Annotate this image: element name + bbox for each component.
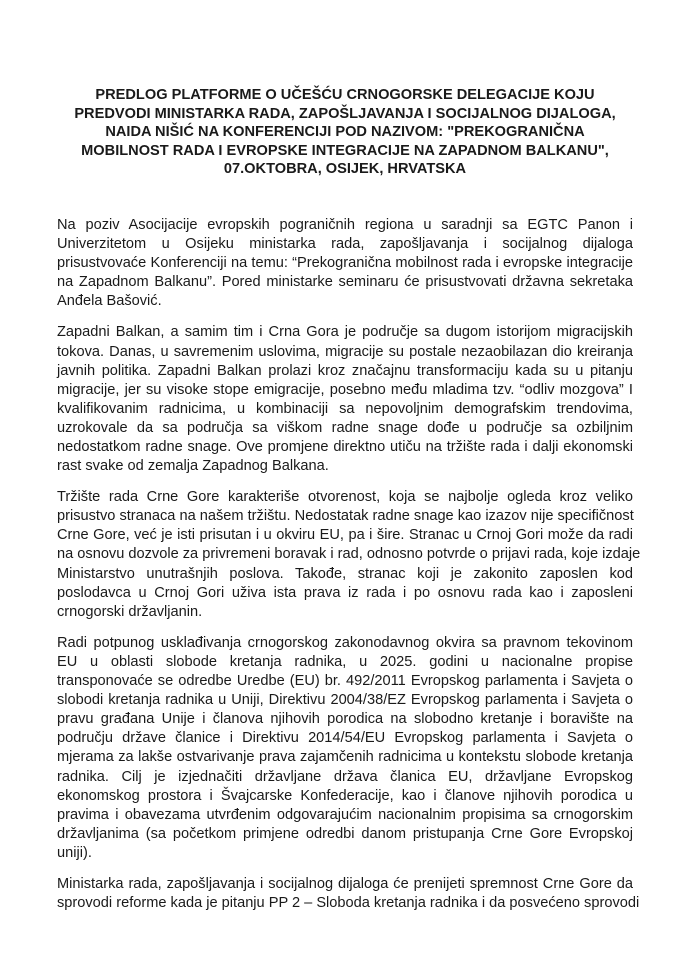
text-line: ekonomskog prostora i Švajcarske Konfederacije, kao i članove njihovih porodica u	[57, 787, 633, 804]
text-line: Tržište rada Crne Gore karakteriše otvorenost, koja se najbolje ogleda kroz veliko	[57, 489, 633, 506]
text-line: crnogorski državljanin.	[57, 603, 203, 620]
document-body	[57, 216, 641, 913]
text-line: mjerama za lakše ostvarivanje prava zajamčenih radnicima u kontekstu slobode kretanja	[57, 749, 633, 766]
text-line: Ministarstvo unutrašnjih poslova. Takođe, stranac koji je zakonito zaposlen kod	[57, 565, 633, 582]
text-line: uzrokovale da sa područja sa viškom radne snage dođe u područje sa ozbiljnim	[57, 419, 633, 436]
text-line: državljanima (sa početkom primjene odredbi danom pristupanja Crne Gore Evropskoj	[57, 825, 633, 842]
title-line: PREDVODI MINISTARKA RADA, ZAPOŠLJAVANJA I SOCIJALNOG DIJALOGA,	[74, 105, 616, 122]
paragraph-migration	[57, 323, 633, 476]
paragraph-minister-readiness	[57, 875, 640, 913]
text-line: na Zapadnom Balkanu”. Pored ministarke seminaru će prisustvovati državna sekretaka	[57, 274, 633, 291]
text-line: tokova. Danas, u savremenim uslovima, migracije su postale nezaobilazan dio kreiranja	[57, 343, 633, 360]
text-line: poslodavca u Crnoj Gori uživa ista prava iz rada i po osnovu rada kao i zaposleni	[57, 584, 633, 601]
text-line: na osnovu dozvole za privremeni boravak i rad, odnosno potvrde o prijavi rada, koje izdaje	[57, 546, 641, 563]
paragraph-invitation	[57, 216, 633, 311]
text-line: slobodi kretanja radnika u Uniji, Direktivu 2004/38/EZ Evropskog parlamenta i Savjeta o	[57, 692, 633, 709]
text-line: sprovodi reforme kada je pitanju PP 2 – Sloboda kretanja radnika i da posvećeno sprovodi	[57, 895, 640, 912]
document-title	[47, 86, 643, 179]
title-line: NAIDA NIŠIĆ NA KONFERENCIJI POD NAZIVOM: "PREKOGRANIČNA	[105, 124, 585, 141]
text-line: Anđela Bašović.	[57, 293, 162, 310]
paragraph-labour-market	[57, 488, 641, 622]
text-line: pravu građana Unije i članova njihovih porodica na slobodno kretanje i boravište na	[57, 711, 633, 728]
text-line: migracije, jer su visoke stope emigracije, posebno među mladima tzv. “odliv mozgova” I	[57, 381, 633, 398]
text-line: Univerzitetom u Osijeku ministarka rada, zapošljavanja i socijalnog dijaloga	[57, 236, 633, 253]
title-line: PREDLOG PLATFORME O UČEŠĆU CRNOGORSKE DELEGACIJE KOJU	[95, 87, 595, 103]
text-line: prisustvovaće Konferenciji na temu: “Prekogranična mobilnost rada i evropske integracije	[57, 255, 633, 272]
text-line: Zapadni Balkan, a samim tim i Crna Gora je područje sa dugom istorijom migracijskih	[57, 324, 633, 341]
text-line: kvalifikovanim radnicima, u kombinaciji sa nepovoljnim demografskim trendovima,	[57, 400, 633, 417]
text-line: Ministarka rada, zapošljavanja i socijalnog dijaloga će prenijeti spremnost Crne Gore da	[57, 875, 633, 892]
text-line: Crne Gore, već je isti prisutan i u okviru EU, pa i šire. Stranac u Crnoj Gori može da radi	[57, 527, 633, 544]
text-line: rast svake od zemalja Zapadnog Balkana.	[57, 458, 329, 475]
text-line: transponovaće se odredbe Uredbe (EU) br. 492/2011 Evropskog parlamenta i Savjeta o	[57, 673, 633, 690]
title-line: 07.OKTOBRA, OSIJEK, HRVATSKA	[223, 161, 467, 178]
text-line: pravima i obavezama utvrđenim odgovarajućim nacionalnim propisima sa crnogorskim	[57, 806, 633, 823]
text-line: prisustvo stranaca na našem tržištu. Nedostatak radne snage kao izazov nije specifičnost	[57, 508, 634, 525]
paragraph-eu-alignment	[57, 634, 633, 863]
text-line: Na poziv Asocijacije evropskih pograničnih regiona u saradnji sa EGTC Panon i	[57, 216, 633, 233]
text-line: javnih politika. Zapadni Balkan prolazi kroz značajnu transformaciju kada su u pitanju	[57, 362, 633, 379]
document-page	[57, 86, 641, 925]
text-line: uniji).	[57, 844, 92, 861]
text-line: području države članice i Direktivu 2014/54/EU Evropskog parlamenta i Savjeta o	[57, 730, 633, 747]
text-line: nedostatkom radne snage. Ove promjene direktno utiču na tržište rada i dalji ekonomski	[57, 439, 633, 455]
text-line: radnika. Cilj je izjednačiti državljane država članica EU, državljane Evropskog	[57, 768, 633, 785]
title-line: MOBILNOST RADA I EVROPSKE INTEGRACIJE NA ZAPADNOM BALKANU",	[81, 142, 609, 159]
text-line: EU u oblasti slobode kretanja radnika, u 2025. godini u nacionalne propise	[57, 653, 633, 670]
text-line: Radi potpunog usklađivanja crnogorskog zakonodavnog okvira sa pravnom tekovinom	[57, 634, 633, 651]
